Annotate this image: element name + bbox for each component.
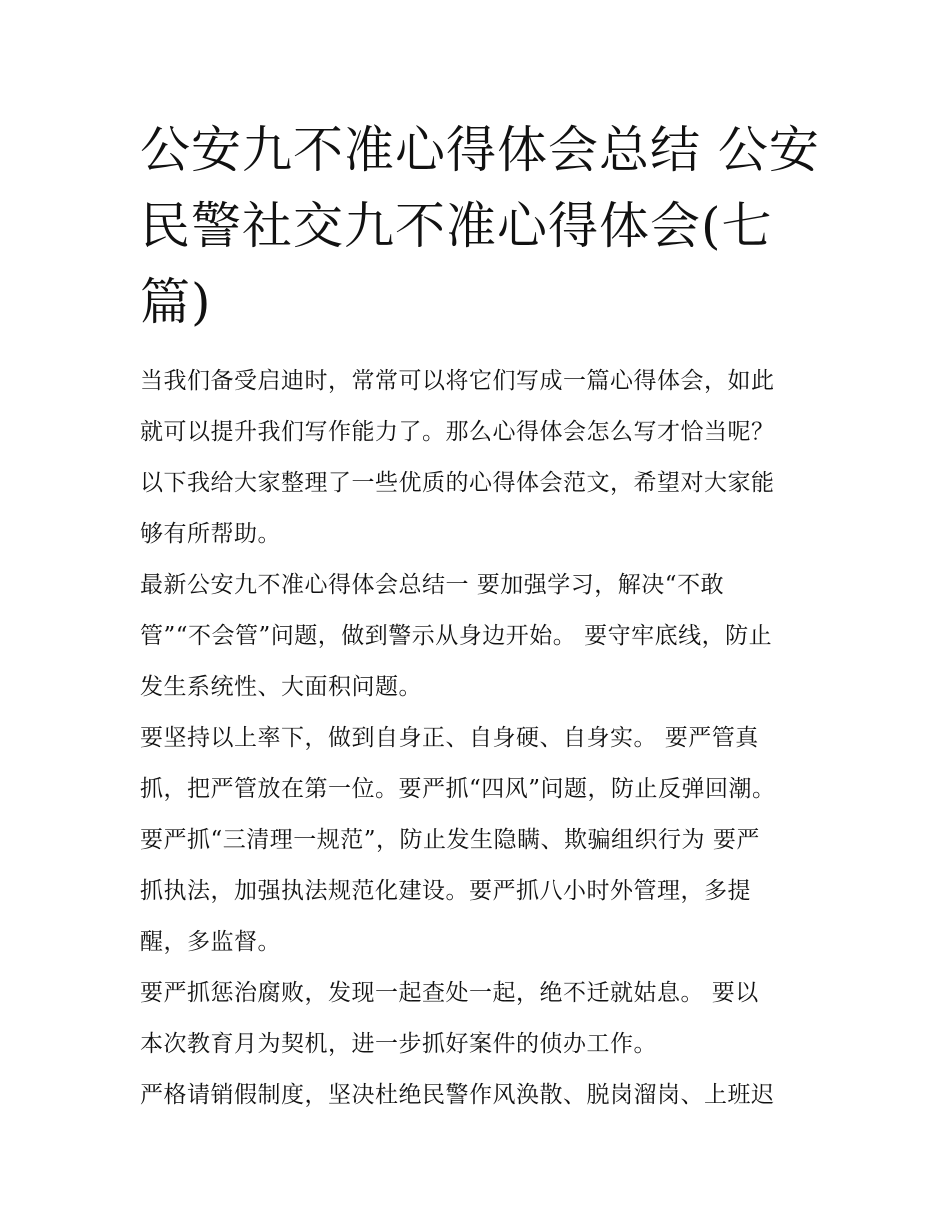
- document-body: [140, 356, 820, 1121]
- text-line: 本次教育月为契机，进一步抓好案件的侦办工作。: [140, 1031, 657, 1057]
- text-line: 严格请销假制度，坚决杜绝民警作风涣散、脱岗溜岗、上班迟: [140, 1082, 775, 1108]
- paragraph-anti-corruption: [140, 968, 820, 1070]
- text-line: 抓，把严管放在第一位。要严抓“四风”问题，防止反弹回潮。: [140, 776, 776, 802]
- text-line: 要严抓惩治腐败，发现一起查处一起，绝不迁就姑息。 要以: [140, 980, 759, 1006]
- paragraph-intro: [140, 356, 820, 560]
- title-line: 民警社交九不准心得体会(七: [140, 197, 773, 255]
- text-line: 要严抓“三清理一规范”，防止发生隐瞒、欺骗组织行为 要严: [140, 827, 760, 853]
- text-line: 最新公安九不准心得体会总结一 要加强学习，解决“不敢: [140, 572, 725, 598]
- paragraph-section-one: [140, 560, 820, 713]
- text-line: 发生系统性、大面积问题。: [140, 674, 422, 700]
- text-line: 要坚持以上率下，做到自身正、自身硬、自身实。 要严管真: [140, 725, 759, 751]
- text-line: 当我们备受启迪时，常常可以将它们写成一篇心得体会，如此: [140, 368, 775, 394]
- paragraph-leave-system: [140, 1070, 820, 1121]
- text-line: 就可以提升我们写作能力了。那么心得体会怎么写才恰当呢？: [140, 419, 775, 445]
- paragraph-strict-management: [140, 713, 820, 968]
- text-line: 醒，多监督。: [140, 929, 281, 955]
- text-line: 以下我给大家整理了一些优质的心得体会范文，希望对大家能: [140, 470, 775, 496]
- text-line: 管”“不会管”问题，做到警示从身边开始。 要守牢底线，防止: [140, 623, 773, 649]
- title-line: 篇): [140, 273, 212, 331]
- text-line: 够有所帮助。: [140, 521, 281, 547]
- title-line: 公安九不准心得体会总结 公安: [140, 121, 820, 179]
- document-title: [140, 112, 820, 340]
- text-line: 抓执法，加强执法规范化建设。要严抓八小时外管理，多提: [140, 878, 751, 904]
